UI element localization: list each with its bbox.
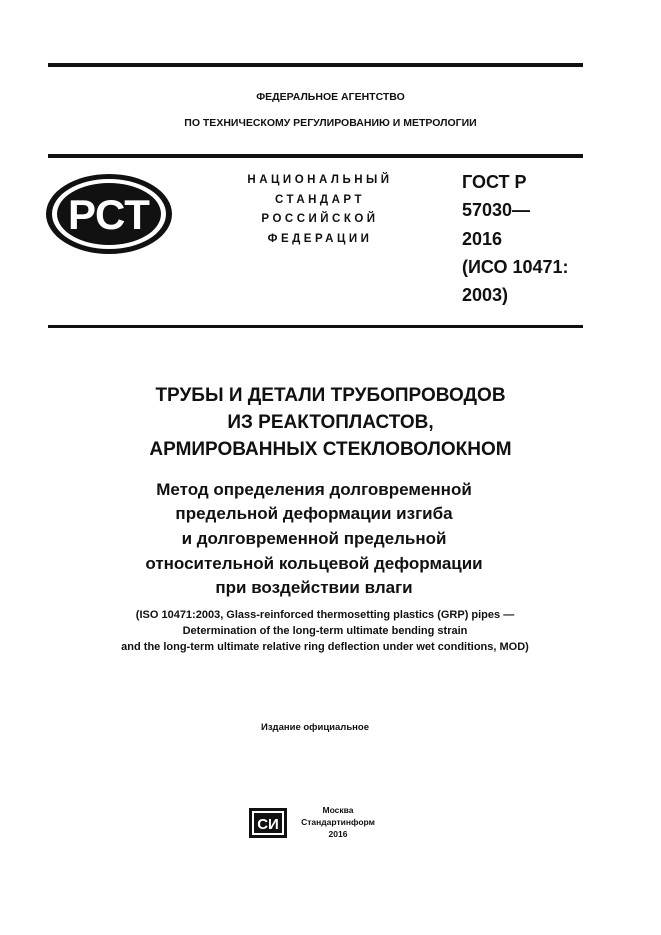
title-line-1: ТРУБЫ И ДЕТАЛИ ТРУБОПРОВОДОВ xyxy=(155,385,506,406)
gost-r-emblem-icon xyxy=(44,172,174,256)
subtitle-line-2: предельной деформации изгиба xyxy=(175,504,453,523)
header-rule xyxy=(48,154,583,158)
gost-number-line-3: 2016 xyxy=(462,229,503,249)
title-line-2: ИЗ РЕАКТОПЛАСТОВ, xyxy=(227,412,434,433)
national-line-1: НАЦИОНАЛЬНЫЙ xyxy=(247,174,393,186)
national-line-4: ФЕДЕРАЦИИ xyxy=(267,233,373,245)
title-line-3: АРМИРОВАННЫХ СТЕКЛОВОЛОКНОМ xyxy=(149,439,512,460)
publisher-city: Москва xyxy=(322,805,354,815)
agency-line-1: ФЕДЕРАЛЬНОЕ АГЕНТСТВО xyxy=(256,91,405,103)
subtitle-line-3: и долговременной предельной xyxy=(181,529,447,548)
edition-label: Издание официальное xyxy=(261,722,369,733)
iso-reference-line-3: and the long-term ultimate relative ring deflection under wet conditions, MOD) xyxy=(121,641,529,653)
subtitle-line-1: Метод определения долговременной xyxy=(156,480,472,499)
gost-number-line-1: ГОСТ Р xyxy=(462,172,527,192)
logo-text: РСТ xyxy=(68,191,150,238)
iso-reference-line-2: Determination of the long-term ultimate bending strain xyxy=(182,625,468,637)
subtitle-line-4: относительной кольцевой деформации xyxy=(145,554,483,573)
iso-reference-line-1: (ISO 10471:2003, Glass-reinforced thermosetting plastics (GRP) pipes — xyxy=(135,609,515,621)
agency-line-2: ПО ТЕХНИЧЕСКОМУ РЕГУЛИРОВАНИЮ И МЕТРОЛОГИИ xyxy=(184,117,477,129)
standartinform-logo-icon xyxy=(249,808,287,838)
gost-number-line-2: 57030— xyxy=(462,200,531,220)
top-rule xyxy=(48,63,583,67)
publisher-year: 2016 xyxy=(328,829,348,839)
gost-number-line-5: 2003) xyxy=(462,285,509,305)
gost-number-line-4: (ИСО 10471: xyxy=(462,257,569,277)
publisher-name: Стандартинформ xyxy=(301,817,375,827)
publisher-logo-text: СИ xyxy=(257,816,279,833)
national-line-2: СТАНДАРТ xyxy=(275,194,365,206)
national-line-3: РОССИЙСКОЙ xyxy=(261,213,379,225)
subtitle-line-5: при воздействии влаги xyxy=(215,578,413,597)
standard-block-rule xyxy=(48,325,583,328)
